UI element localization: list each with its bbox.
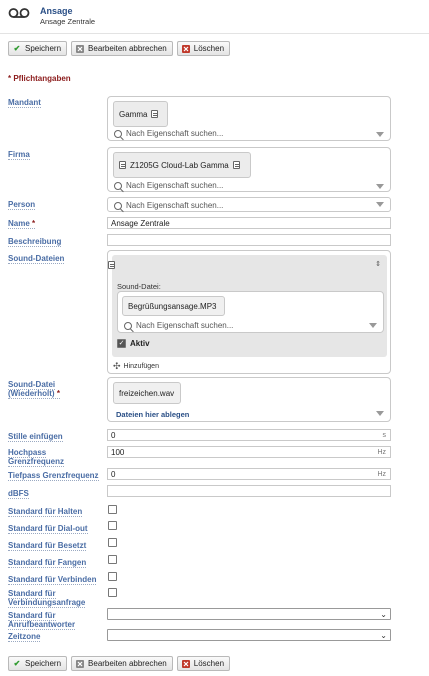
std-halten-checkbox[interactable]	[108, 505, 117, 514]
add-sound-label: Hinzufügen	[123, 363, 159, 370]
save-label: Speichern	[25, 659, 62, 668]
add-sound-button[interactable]	[113, 361, 159, 372]
filter-icon[interactable]	[376, 184, 384, 189]
sound-dateien-field	[107, 250, 391, 374]
std-verbanfrage-label: Standard für Verbindungsanfrage	[8, 589, 86, 607]
cancel-edit-icon	[75, 44, 85, 54]
document-icon	[108, 261, 115, 269]
stille-unit: s	[382, 432, 386, 439]
delete-label: Löschen	[193, 44, 225, 53]
search-icon	[124, 322, 132, 330]
cancel-edit-button-bottom[interactable]	[71, 656, 173, 671]
required-note: * Pflichtangaben	[8, 74, 71, 83]
bottom-toolbar	[8, 656, 230, 671]
sound-datei-search-input[interactable]: Nach Eigenschaft suchen...	[136, 321, 234, 330]
sound-file-chip[interactable]	[122, 296, 225, 316]
sound-file-name: Begrüßungsansage.MP3	[128, 301, 217, 311]
zeitzone-select[interactable]	[107, 629, 391, 641]
delete-label: Löschen	[193, 659, 225, 668]
firma-search-input[interactable]: Nach Eigenschaft suchen...	[126, 181, 224, 190]
std-fangen-label: Standard für Fangen	[8, 558, 87, 567]
search-icon	[114, 182, 122, 190]
std-dialout-label: Standard für Dial-out	[8, 524, 88, 533]
person-search[interactable]	[114, 201, 223, 210]
mandant-search-input[interactable]: Nach Eigenschaft suchen...	[126, 129, 224, 138]
document-icon	[151, 110, 158, 118]
std-verbanfrage-checkbox[interactable]	[108, 588, 117, 597]
delete-button-bottom[interactable]	[177, 656, 230, 671]
hochpass-label: Hochpass Grenzfrequenz	[8, 448, 65, 466]
dbfs-label: dBFS	[8, 489, 29, 498]
aktiv-row	[117, 339, 150, 348]
filter-icon[interactable]	[376, 411, 384, 416]
std-anrufbeantworter-label: Standard für Anrufbeantworter	[8, 611, 76, 629]
zeitzone-label: Zeitzone	[8, 632, 41, 641]
chevron-down-icon: ⌄	[380, 610, 387, 619]
std-anrufbeantworter-select[interactable]	[107, 608, 391, 620]
sound-datei-search[interactable]	[124, 321, 233, 330]
firma-search[interactable]	[114, 181, 223, 190]
delete-icon	[181, 44, 191, 54]
save-button-bottom[interactable]	[8, 656, 67, 671]
delete-icon	[181, 659, 191, 669]
sound-repeat-file: freizeichen.wav	[119, 388, 175, 398]
sound-dateien-label: Sound-Dateien	[8, 254, 65, 263]
sound-dateien-panel	[112, 255, 387, 357]
firma-label: Firma	[8, 150, 30, 159]
person-field[interactable]	[107, 197, 391, 212]
hochpass-unit: Hz	[377, 449, 386, 456]
page-subtitle: Ansage Zentrale	[40, 17, 96, 26]
sound-repeat-chip[interactable]	[113, 382, 181, 404]
person-label: Person	[8, 200, 36, 209]
beschreibung-input[interactable]	[107, 234, 391, 246]
std-besetzt-checkbox[interactable]	[108, 538, 117, 547]
mandant-chip[interactable]	[113, 101, 168, 127]
mandant-value: Gamma	[119, 109, 148, 119]
mandant-field[interactable]	[107, 96, 391, 141]
cancel-edit-icon	[75, 659, 85, 669]
filter-icon[interactable]	[376, 132, 384, 137]
aktiv-checkbox[interactable]: ✓	[118, 340, 125, 347]
person-search-input[interactable]: Nach Eigenschaft suchen...	[126, 201, 224, 210]
header-divider	[0, 33, 429, 34]
save-label: Speichern	[25, 44, 62, 53]
mandant-label: Mandant	[8, 98, 41, 107]
aktiv-label: Aktiv	[130, 339, 150, 348]
std-fangen-checkbox[interactable]	[108, 555, 117, 564]
stille-input[interactable]: 0 s	[107, 429, 391, 441]
beschreibung-label: Beschreibung	[8, 237, 62, 246]
std-dialout-checkbox[interactable]	[108, 521, 117, 530]
sound-datei-sublabel: Sound-Datei:	[117, 282, 161, 291]
cancel-edit-label: Bearbeiten abbrechen	[88, 659, 167, 668]
save-button[interactable]	[8, 41, 67, 56]
delete-button[interactable]	[177, 41, 230, 56]
hochpass-input[interactable]: 100 Hz	[107, 446, 391, 458]
checkmark-icon: ✔	[13, 659, 21, 668]
company-icon	[119, 161, 126, 169]
voicemail-icon	[8, 7, 30, 19]
dbfs-input[interactable]	[107, 485, 391, 497]
sound-datei-picker[interactable]	[117, 291, 384, 333]
firma-chip[interactable]	[113, 152, 251, 178]
std-besetzt-label: Standard für Besetzt	[8, 541, 87, 550]
tiefpass-label: Tiefpass Grenzfrequenz	[8, 471, 99, 480]
name-input[interactable]: Ansage Zentrale	[107, 217, 391, 229]
search-icon	[114, 130, 122, 138]
firma-value: Z1205G Cloud-Lab Gamma	[130, 160, 229, 170]
tiefpass-unit: Hz	[377, 471, 386, 478]
cancel-edit-label: Bearbeiten abbrechen	[88, 44, 167, 53]
filter-icon[interactable]	[376, 202, 384, 207]
firma-field[interactable]	[107, 147, 391, 192]
stille-label: Stille einfügen	[8, 432, 63, 441]
cancel-edit-button[interactable]	[71, 41, 173, 56]
filter-icon[interactable]	[369, 323, 377, 328]
std-halten-label: Standard für Halten	[8, 507, 83, 516]
drop-zone[interactable]: Dateien hier ablegen	[116, 410, 190, 419]
top-toolbar	[8, 41, 230, 56]
tiefpass-input[interactable]: 0 Hz	[107, 468, 391, 480]
checkmark-icon: ✔	[13, 44, 21, 53]
mandant-search[interactable]	[114, 129, 223, 138]
search-icon	[114, 202, 122, 210]
move-add-icon: ✣	[113, 361, 121, 371]
std-verbinden-checkbox[interactable]	[108, 572, 117, 581]
chevron-down-icon: ⌄	[380, 631, 387, 640]
std-verbinden-label: Standard für Verbinden	[8, 575, 97, 584]
sound-repeat-field[interactable]	[107, 377, 391, 422]
name-label: Name *	[8, 219, 36, 228]
sound-repeat-label: Sound-Datei (Wiederholt) *	[8, 380, 60, 398]
page-title: Ansage	[40, 6, 73, 16]
sort-icon[interactable]: ⇕	[375, 261, 381, 268]
document-icon	[233, 161, 240, 169]
